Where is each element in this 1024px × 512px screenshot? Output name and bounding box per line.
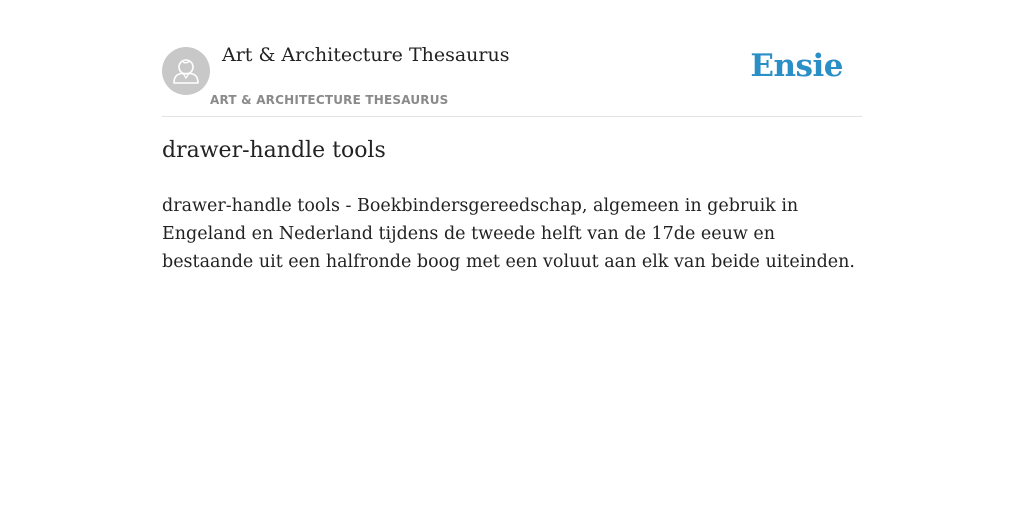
avatar[interactable]: [162, 47, 210, 95]
source-subtitle-link[interactable]: ART & ARCHITECTURE THESAURUS: [210, 93, 449, 107]
source-title-link[interactable]: Art & Architecture Thesaurus: [222, 44, 510, 66]
entry-header: [162, 0, 862, 117]
term-title: drawer-handle tools: [162, 138, 386, 163]
term-definition: drawer-handle tools - Boekbindersgereedschap, algemeen in gebruik in Engeland en Nederland tijdens de tweede helft van de 17de eeuw en bestaande uit een halfronde boog met een voluut aan elk van beide uiteinden.: [162, 196, 855, 272]
ensie-logo[interactable]: Ensie: [750, 48, 843, 84]
user-outline-icon: [162, 47, 210, 95]
